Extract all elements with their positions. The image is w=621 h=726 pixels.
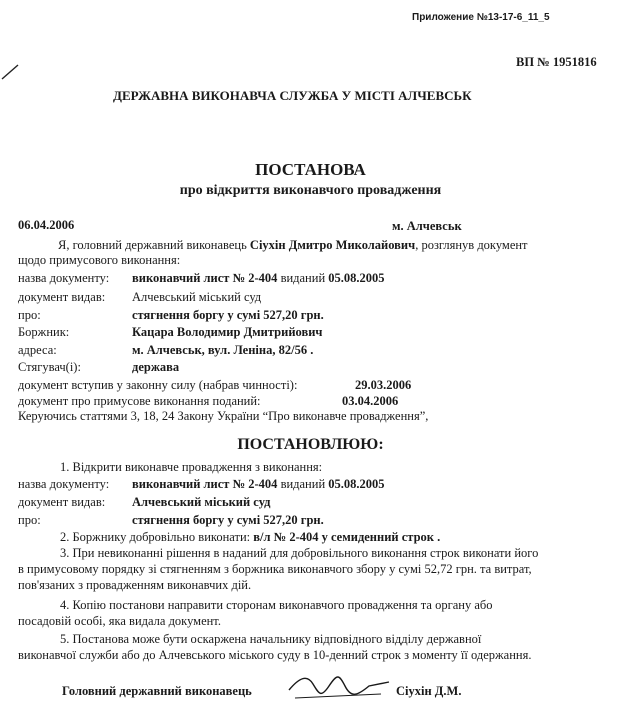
resolve-heading-text: ПОСТАНОВЛЮЮ	[237, 436, 379, 453]
document-title: ПОСТАНОВА	[255, 160, 366, 179]
item1-issuer-value: Алчевський міський суд	[132, 495, 271, 509]
signature-role: Головний державний виконавець	[62, 684, 252, 698]
debtor-value: Кацара Володимир Дмитрийович	[132, 325, 323, 339]
item1-doc-name: виконавчий лист № 2-404	[132, 477, 278, 491]
document-date: 06.04.2006	[18, 218, 75, 232]
submitted-date: 03.04.2006	[342, 394, 399, 408]
handwritten-signature	[285, 668, 395, 708]
doc-issued-prefix: виданий	[277, 271, 329, 285]
intro-suffix: , розглянув документ	[415, 238, 528, 252]
intro-prefix: Я, головний державний виконавець	[58, 238, 250, 252]
resolve-item-4-line-2: посадовій особі, яка видала документ.	[18, 614, 221, 628]
effective-label: документ вступив у законну силу (набрав чинності):	[18, 378, 298, 392]
item1-doc-label: назва документу:	[18, 477, 110, 491]
doc-name-value	[132, 271, 385, 286]
resolve-item-3-line-2: в примусовому порядку зі стягненням з боржника виконавчого збору у сумі 52,72 грн. та витрат,	[18, 562, 532, 576]
item1-doc-issued-date: 05.08.2005	[328, 477, 385, 491]
resolve-item-3-line-1: 3. При невиконанні рішення в наданий для добровільного виконання строк виконати його	[60, 546, 539, 560]
doc-issued-date: 05.08.2005	[328, 271, 385, 285]
address-value: м. Алчевськ, вул. Леніна, 82/56 .	[132, 343, 314, 357]
creditor-label: Стягувач(і):	[18, 360, 81, 374]
item1-doc-issued-prefix: виданий	[277, 477, 329, 491]
effective-date: 29.03.2006	[355, 378, 412, 392]
debtor-label: Боржник:	[18, 325, 70, 339]
item1-about-label: про:	[18, 513, 41, 527]
signature-name: Сіухін Д.М.	[396, 684, 462, 698]
item1-issuer-label: документ видав:	[18, 495, 106, 509]
resolve-item-1: 1. Відкрити виконавче провадження з виконання:	[60, 460, 323, 474]
submitted-label: документ про примусове виконання поданий:	[18, 394, 261, 408]
margin-mark	[0, 60, 22, 82]
resolve-item-3-line-3: пов'язаних з провадженням виконавчих дій.	[18, 578, 252, 592]
item1-doc-value	[132, 477, 385, 492]
issuer-value: Алчевський міський суд	[132, 290, 262, 304]
item2-value: в/л № 2-404 у семиденний строк .	[253, 530, 441, 544]
resolve-item-4-line-1: 4. Копію постанови направити сторонам виконавчого провадження та органу або	[60, 598, 493, 612]
about-label: про:	[18, 308, 41, 322]
item2-prefix: 2. Боржнику добровільно виконати:	[60, 530, 254, 544]
about-value: стягнення боргу у сумі 527,20 грн.	[132, 308, 324, 322]
guided-by-law: Керуючись статтями 3, 18, 24 Закону України “Про виконавче провадження”,	[18, 409, 429, 423]
appendix-label: Приложение №13-17-6_11_5	[412, 12, 550, 23]
vp-number: ВП № 1951816	[516, 55, 597, 69]
resolve-item-5-line-2: виконавчої служби або до Алчевського міського суду в 10-денний строк з моменту її одержання.	[18, 648, 532, 662]
resolve-item-5-line-1: 5. Постанова може бути оскаржена начальнику відповідного відділу державної	[60, 632, 482, 646]
doc-name-label: назва документу:	[18, 271, 110, 285]
document-subtitle: про відкриття виконавчого провадження	[179, 183, 442, 198]
agency-title: ДЕРЖАВНА ВИКОНАВЧА СЛУЖБА У МІСТІ АЛЧЕВСЬК	[113, 88, 472, 103]
resolve-heading	[0, 436, 621, 454]
doc-name: виконавчий лист № 2-404	[132, 271, 278, 285]
officer-name: Сіухін Дмитро Миколайович	[249, 238, 416, 252]
creditor-value: держава	[132, 360, 180, 374]
item1-about-value: стягнення боргу у сумі 527,20 грн.	[132, 513, 324, 527]
address-label: адреса:	[18, 343, 57, 357]
issuer-label: документ видав:	[18, 290, 106, 304]
intro-line-1	[58, 238, 528, 253]
document-city: м. Алчевськ	[392, 219, 462, 233]
resolve-heading-colon: :	[378, 436, 384, 453]
intro-line-2: щодо примусового виконання:	[18, 253, 181, 267]
resolve-item-2	[60, 530, 440, 545]
